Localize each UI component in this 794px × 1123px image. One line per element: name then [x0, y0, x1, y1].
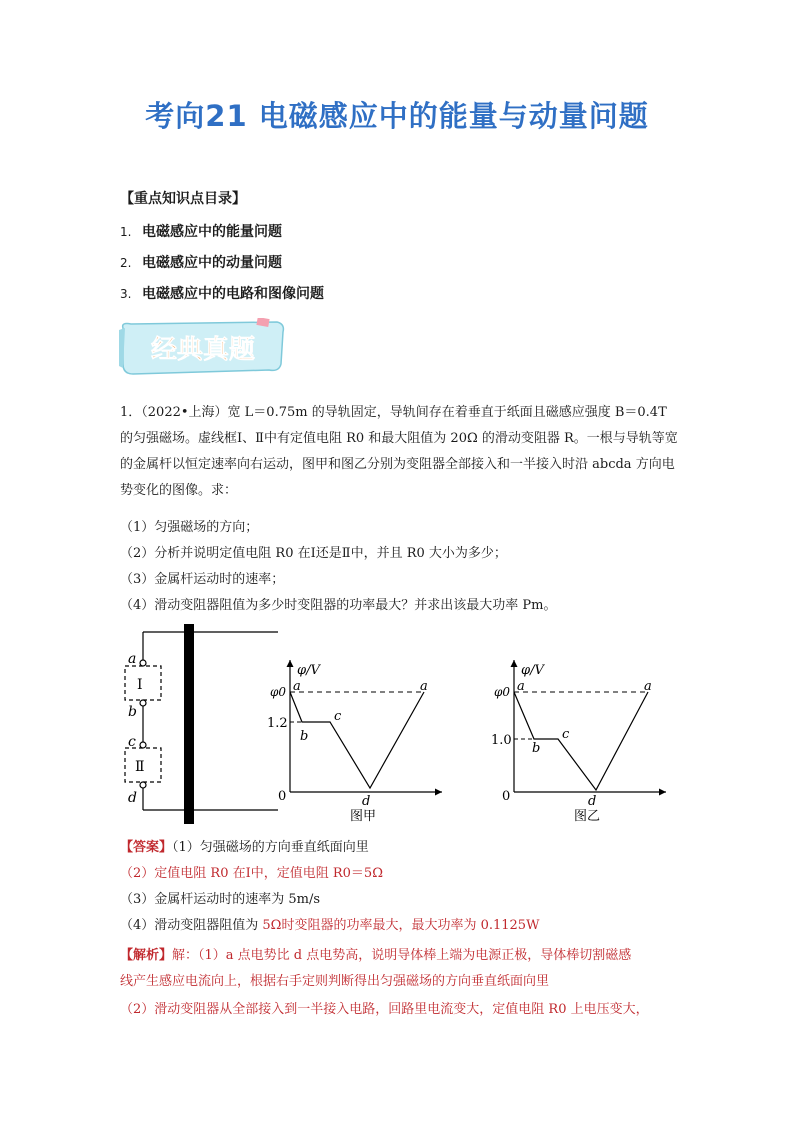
graph-jia-pt-c: c — [334, 709, 342, 724]
graph-jia-phi0: φ0 — [270, 685, 287, 699]
graph-jia-origin: 0 — [278, 789, 287, 804]
question-part-3: （3）金属杆运动时的速率； — [120, 572, 285, 587]
answer-line-4 — [120, 914, 539, 933]
graph-jia-pt-b: b — [300, 729, 309, 744]
graph-jia-ylabel: φ/V — [297, 663, 320, 678]
answer-text-4b: 5Ω时变阻器的功率最大，最大功率为 0.1125W — [262, 918, 540, 933]
node-d — [140, 782, 146, 788]
graph-jia — [262, 652, 462, 830]
page-title: 考向21 电磁感应中的能量与动量问题 — [145, 99, 649, 133]
toc-item-1 — [120, 221, 282, 241]
question-part-2: （2）分析并说明定值电阻 R0 在Ⅰ还是Ⅱ中，并且 R0 大小为多少； — [120, 546, 507, 561]
toc-item-num: 2. — [120, 256, 132, 270]
toc-item-text: 电磁感应中的能量问题 — [142, 224, 282, 240]
graph-jia-tick: 1.2 — [267, 716, 288, 731]
banner-text: 经典真题 — [150, 335, 256, 365]
answer-line-1 — [120, 836, 369, 855]
analysis-label: 【解析】 — [120, 948, 173, 963]
graph-yi-pt-a2: a — [644, 679, 652, 694]
answer-text-1: （1）匀强磁场的方向垂直纸面向里 — [172, 840, 369, 855]
label-c: c — [128, 734, 136, 750]
analysis-line-3: （2）滑动变阻器从全部接入到一半接入电路，回路里电流变大，定值电阻 R0 上电压变大， — [120, 1002, 649, 1017]
graph-jia-pt-a2: a — [420, 679, 428, 694]
question-stem-text: （2022•上海）宽 L＝0.75m 的导轨固定，导轨间存在着垂直于纸面且磁感应强度 B＝0.4T 的匀强磁场。虚线框Ⅰ、Ⅱ中有定值电阻 R0 和最大阻值为 20Ω 的滑动变阻器 R。一根与导轨等宽的金属杆以恒定速率向右运动，图甲和图乙分别为变阻器全部接入和一半接入时沿 abcda 方向电势变化的图像。求： — [120, 405, 678, 498]
graph-yi-pt-d: d — [588, 794, 597, 809]
node-a — [140, 660, 146, 666]
analysis-line-1 — [120, 944, 631, 963]
question-part-1: （1）匀强磁场的方向； — [120, 520, 259, 535]
graph-yi — [486, 652, 686, 830]
graph-yi-pt-c: c — [562, 727, 570, 742]
graph-jia-caption: 图甲 — [350, 809, 377, 824]
label-b: b — [128, 704, 137, 720]
graph-jia-line — [290, 692, 424, 788]
question-stem — [120, 400, 680, 504]
graph-yi-phi0: φ0 — [494, 685, 511, 699]
label-box-2: Ⅱ — [135, 759, 145, 775]
toc-item-2 — [120, 252, 282, 272]
dashed-box-1 — [125, 666, 161, 700]
graph-yi-ylabel: φ/V — [521, 663, 544, 678]
graph-jia-pt-a: a — [293, 679, 301, 694]
toc-item-text: 电磁感应中的动量问题 — [142, 255, 282, 271]
toc-item-num: 1. — [120, 225, 132, 239]
node-b — [140, 700, 146, 706]
answer-text-4a: （4）滑动变阻器阻值为 — [120, 918, 263, 933]
metal-rod — [184, 624, 194, 824]
toc-item-3 — [120, 283, 324, 303]
label-box-1: Ⅰ — [137, 677, 143, 693]
graph-yi-tick: 1.0 — [491, 733, 512, 748]
toc-item-text: 电磁感应中的电路和图像问题 — [142, 286, 324, 302]
graph-yi-origin: 0 — [502, 789, 511, 804]
toc-heading: 【重点知识点目录】 — [120, 191, 246, 207]
answer-line-2: （2）定值电阻 R0 在Ⅰ中，定值电阻 R0＝5Ω — [120, 866, 383, 881]
analysis-text-1: 解：（1）a 点电势比 d 点电势高，说明导体棒上端为电源正极，导体棒切割磁感 — [172, 948, 632, 963]
analysis-line-2: 线产生感应电流向上，根据右手定则判断得出匀强磁场的方向垂直纸面向里 — [120, 974, 550, 989]
question-part-4: （4）滑动变阻器阻值为多少时变阻器的功率最大？并求出该最大功率 Pm。 — [120, 598, 557, 613]
node-c — [140, 742, 146, 748]
graph-yi-caption: 图乙 — [574, 809, 601, 824]
graph-yi-pt-b: b — [532, 741, 541, 756]
toc-item-num: 3. — [120, 287, 132, 301]
label-d: d — [128, 790, 137, 806]
graph-yi-pt-a: a — [517, 679, 525, 694]
answer-label: 【答案】 — [120, 840, 173, 855]
question-number: 1． — [120, 405, 142, 420]
section-banner — [117, 318, 289, 378]
graph-jia-pt-d: d — [362, 794, 371, 809]
label-a: a — [128, 651, 137, 667]
answer-line-3: （3）金属杆运动时的速率为 5m/s — [120, 892, 321, 907]
